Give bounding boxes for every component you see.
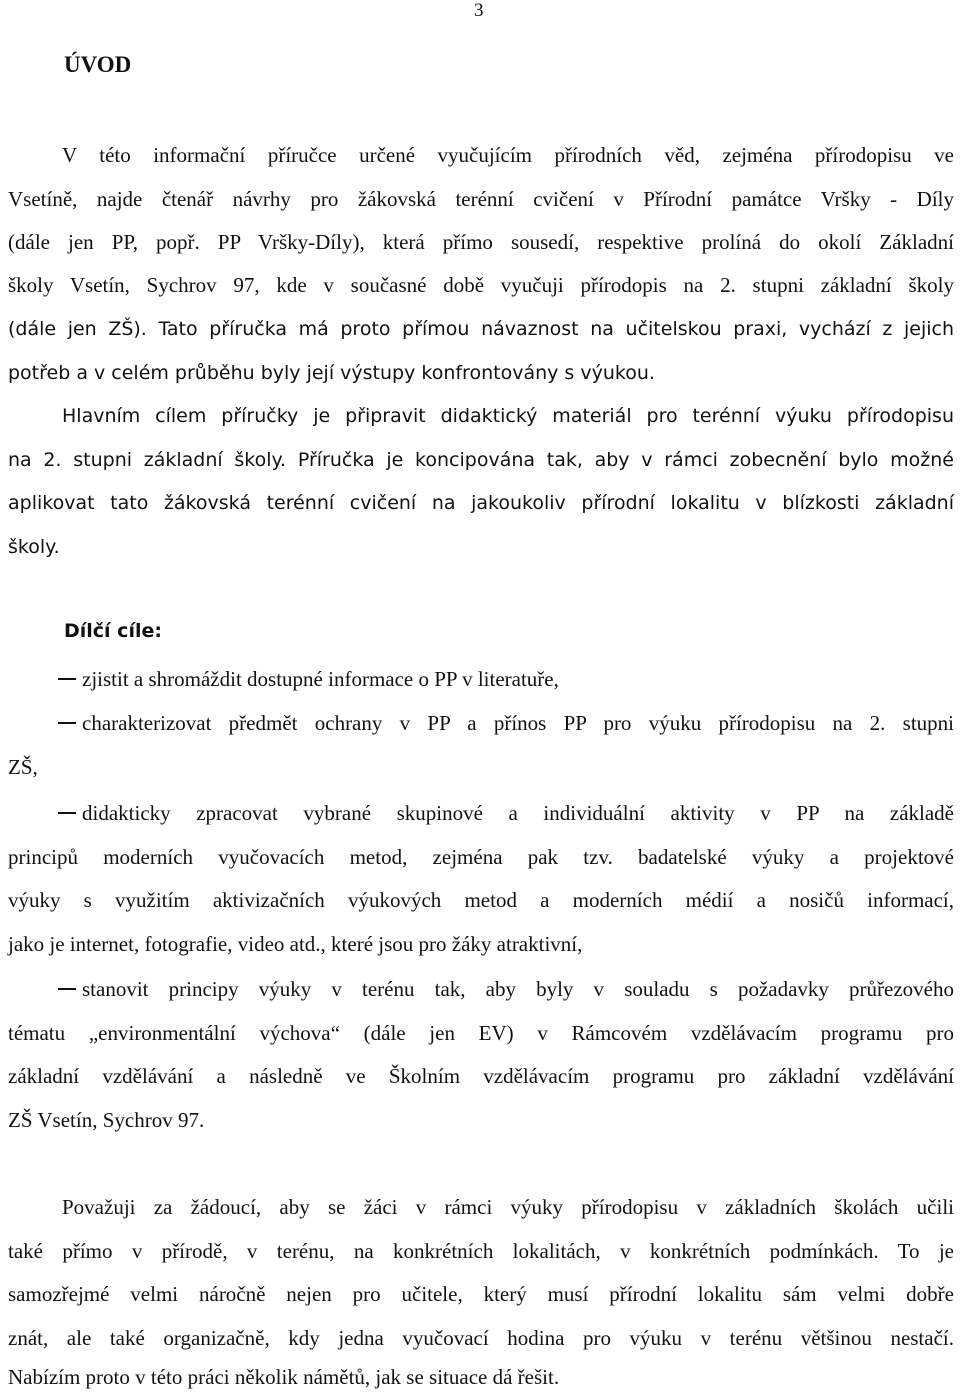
goal-line-1: Hlavním cílem příručky je připravit didaktický materiál pro terénní výuku přírodopisu <box>62 405 954 427</box>
objective-item-3-line-4: jako je internet, fotografie, video atd., které jsou pro žáky atraktivní, <box>8 932 583 956</box>
dash-bullet <box>58 722 76 724</box>
page-title: ÚVOD <box>64 52 132 77</box>
objective-item-2-line-2: ZŠ, <box>8 755 38 779</box>
closing-line-4: znát, ale také organizačně, kdy jedna vyučovací hodina pro výuku v terénu většinou nestačí. <box>8 1326 954 1350</box>
objective-item-3-line-3: výuky s využitím aktivizačních výukových metod a moderních médií a nosičů informací, <box>8 888 954 912</box>
objective-item-4-line-1: stanovit principy výuky v terénu tak, aby byly v souladu s požadavky průřezového <box>58 976 954 1002</box>
intro-line-3: (dále jen PP, popř. PP Vršky-Díly), která přímo sousedí, respektive prolíná do okolí Základní <box>8 230 954 254</box>
objective-item-1: zjistit a shromáždit dostupné informace o PP v literatuře, <box>58 666 954 692</box>
intro-line-6: potřeb a v celém průběhu byly její výstupy konfrontovány s výukou. <box>8 362 655 384</box>
objective-item-3-line-1: didakticky zpracovat vybrané skupinové a individuální aktivity v PP na základě <box>58 800 954 826</box>
objective-item-4-line-3: základní vzdělávání a následně ve Školním vzdělávacím programu pro základní vzdělávání <box>8 1064 954 1088</box>
dash-bullet <box>58 678 76 680</box>
closing-line-1: Považuji za žádoucí, aby se žáci v rámci výuky přírodopisu v základních školách učili <box>62 1195 954 1219</box>
dash-bullet <box>58 812 76 814</box>
dash-bullet <box>58 988 76 990</box>
closing-line-2: také přímo v přírodě, v terénu, na konkrétních lokalitách, v konkrétních podmínkách. To je <box>8 1239 954 1263</box>
objective-item-4-line-4: ZŠ Vsetín, Sychrov 97. <box>8 1108 205 1132</box>
goal-line-3: aplikovat tato žákovská terénní cvičení na jakoukoliv přírodní lokalitu v blízkosti základní <box>8 492 954 514</box>
objectives-heading: Dílčí cíle: <box>64 620 162 642</box>
intro-line-2: Vsetíně, najde čtenář návrhy pro žákovská terénní cvičení v Přírodní památce Vršky - Díly <box>8 187 954 211</box>
intro-line-1: V této informační příručce určené vyučujícím přírodních věd, zejména přírodopisu ve <box>62 143 954 167</box>
objective-item-3-line-2: principů moderních vyučovacích metod, zejména pak tzv. badatelské výuky a projektové <box>8 845 954 869</box>
objective-item-4-line-2: tématu „environmentální výchova“ (dále jen EV) v Rámcovém vzdělávacím programu pro <box>8 1021 954 1045</box>
closing-line-5: Nabízím proto v této práci několik námětů, jak se situace dá řešit. <box>8 1365 560 1389</box>
objective-item-2-line-1: charakterizovat předmět ochrany v PP a přínos PP pro výuku přírodopisu na 2. stupni <box>58 710 954 736</box>
goal-line-4: školy. <box>8 536 60 558</box>
closing-line-3: samozřejmé velmi náročně nejen pro učitele, který musí přírodní lokalitu sám velmi dobře <box>8 1282 954 1306</box>
intro-line-5: (dále jen ZŠ). Tato příručka má proto přímou návaznost na učitelskou praxi, vychází z jejich <box>8 318 954 340</box>
intro-line-4: školy Vsetín, Sychrov 97, kde v současné době vyučuji přírodopis na 2. stupni základní školy <box>8 273 954 297</box>
goal-line-2: na 2. stupni základní školy. Příručka je koncipována tak, aby v rámci zobecnění bylo možné <box>8 449 954 471</box>
page-number: 3 <box>474 0 484 21</box>
